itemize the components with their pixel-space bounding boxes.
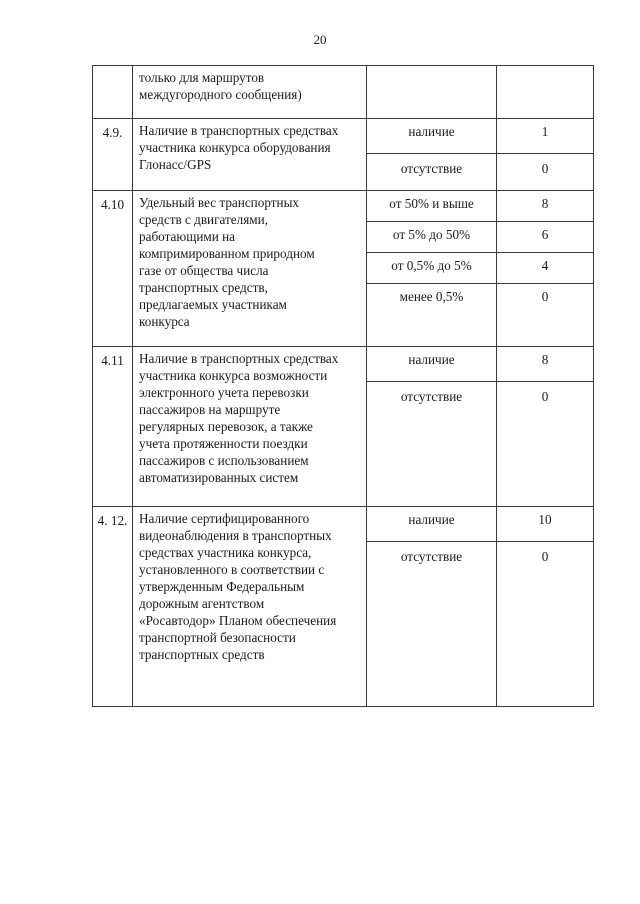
score-cell: 0 <box>497 382 594 507</box>
description-line: учета протяженности поездки <box>139 436 308 451</box>
score-cell: 0 <box>497 542 594 707</box>
score-cell: 8 <box>497 191 594 222</box>
row-number-cell: 4.9. <box>93 119 133 191</box>
row-number-cell: 4. 12. <box>93 507 133 707</box>
description-line: установленного в соответствии с <box>139 562 325 577</box>
row-number-cell: 4.10 <box>93 191 133 347</box>
description-line: средств с двигателями, <box>139 212 269 227</box>
description-line: электронного учета перевозки <box>139 385 309 400</box>
description-line: средствах участника конкурса, <box>139 545 312 560</box>
criteria-table <box>92 65 594 707</box>
score-cell: 0 <box>497 284 594 347</box>
description-line: дорожным агентством <box>139 596 265 611</box>
table-row-4-12 <box>93 507 594 542</box>
row-number-cell: 4.11 <box>93 347 133 507</box>
criterion-description <box>133 119 367 191</box>
description-line: регулярных перевозок, а также <box>139 419 313 434</box>
description-line: междугородного сообщения) <box>139 87 302 102</box>
option-cell: наличие <box>367 507 497 542</box>
description-line: участника конкурса возможности <box>139 368 328 383</box>
description-line: работающими на <box>139 229 236 244</box>
score-cell <box>497 66 594 119</box>
criterion-description <box>133 507 367 707</box>
row-number-cell <box>93 66 133 119</box>
description-line: Наличие в транспортных средствах <box>139 351 339 366</box>
option-cell: наличие <box>367 119 497 154</box>
description-line: утвержденным Федеральным <box>139 579 305 594</box>
table-row-4-11 <box>93 347 594 382</box>
description-line: транспортных средств, <box>139 280 268 295</box>
table-row-continuation <box>93 66 594 119</box>
description-line: автоматизированных систем <box>139 470 299 485</box>
description-line: Удельный вес транспортных <box>139 195 300 210</box>
description-line: компримированном природном <box>139 246 315 261</box>
option-cell: от 0,5% до 5% <box>367 253 497 284</box>
description-line: «Росавтодор» Планом обеспечения <box>139 613 337 628</box>
criterion-description <box>133 66 367 119</box>
option-cell <box>367 66 497 119</box>
description-line: видеонаблюдения в транспортных <box>139 528 332 543</box>
description-line: конкурса <box>139 314 190 329</box>
description-line: участника конкурса оборудования <box>139 140 331 155</box>
criterion-description <box>133 191 367 347</box>
score-cell: 1 <box>497 119 594 154</box>
score-cell: 0 <box>497 154 594 191</box>
option-cell: отсутствие <box>367 542 497 707</box>
description-line: транспортной безопасности <box>139 630 296 645</box>
score-cell: 4 <box>497 253 594 284</box>
description-line: пассажиров на маршруте <box>139 402 281 417</box>
description-line: Наличие в транспортных средствах <box>139 123 339 138</box>
description-line: газе от общества числа <box>139 263 269 278</box>
page-number: 20 <box>313 32 327 47</box>
description-line: предлагаемых участникам <box>139 297 287 312</box>
option-cell: отсутствие <box>367 382 497 507</box>
description-line: Глонасс/GPS <box>139 157 212 172</box>
description-line: Наличие сертифицированного <box>139 511 310 526</box>
score-cell: 6 <box>497 222 594 253</box>
score-cell: 10 <box>497 507 594 542</box>
score-cell: 8 <box>497 347 594 382</box>
table-row-4-10 <box>93 191 594 222</box>
table-row-4-9 <box>93 119 594 154</box>
option-cell: менее 0,5% <box>367 284 497 347</box>
description-line: только для маршрутов <box>139 70 265 85</box>
description-line: пассажиров с использованием <box>139 453 309 468</box>
option-cell: от 5% до 50% <box>367 222 497 253</box>
criterion-description <box>133 347 367 507</box>
option-cell: наличие <box>367 347 497 382</box>
option-cell: отсутствие <box>367 154 497 191</box>
option-cell: от 50% и выше <box>367 191 497 222</box>
description-line: транспортных средств <box>139 647 265 662</box>
